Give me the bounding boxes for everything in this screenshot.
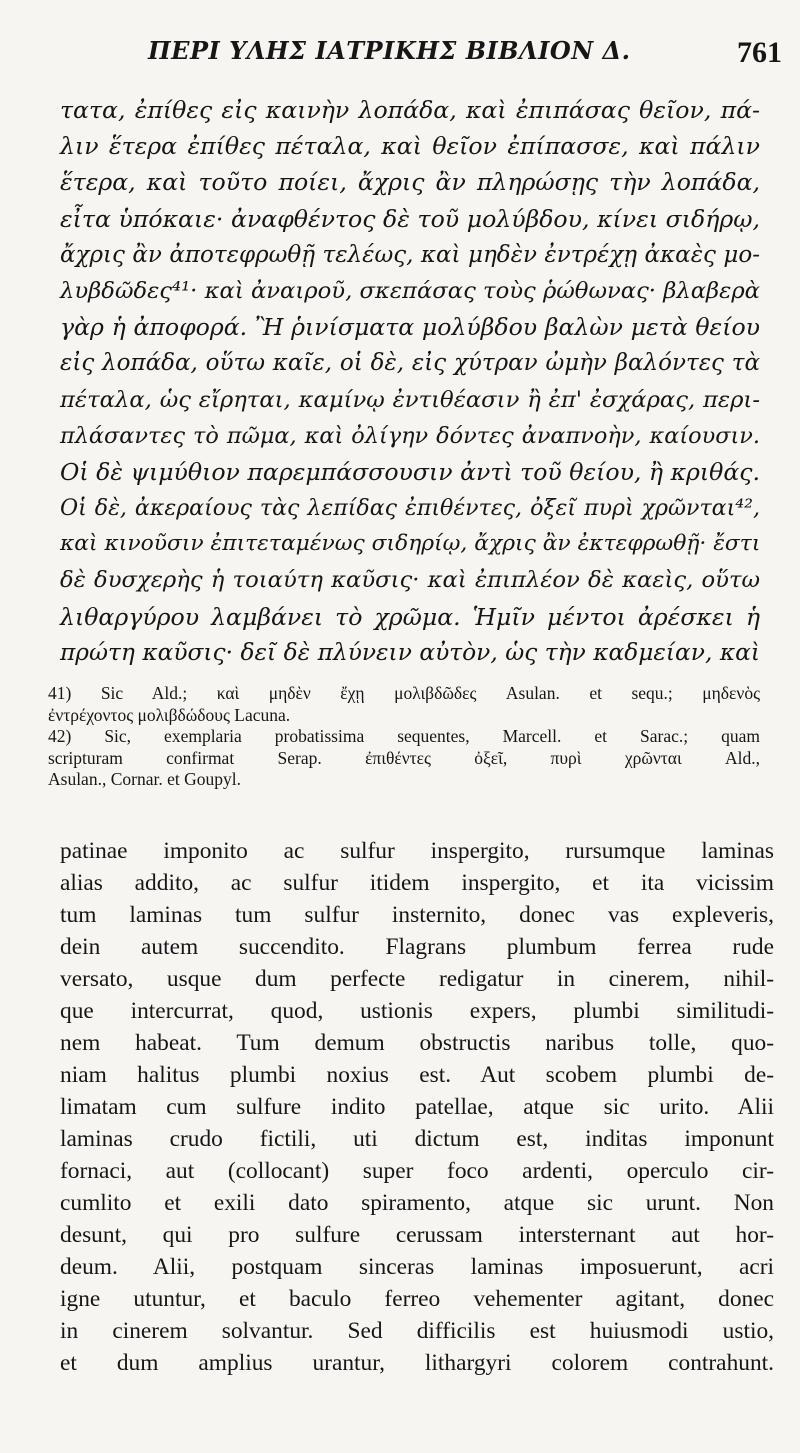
- latin-line: in cinerem solvantur. Sed difficilis est huiusmodi ustio,: [60, 1318, 774, 1344]
- greek-line: εἶτα ὑπόκαιε· ἀναφθέντος δὲ τοῦ μολύβδου, κίνει σιδήρῳ,: [60, 204, 760, 233]
- footnote-41-line: ἐντρέχοντος μολιβδώδους Lacuna.: [48, 704, 291, 725]
- latin-line: igne utuntur, et baculo ferreo vehementer agitant, donec: [60, 1286, 774, 1312]
- latin-line: alias addito, ac sulfur itidem inspergito, et ita vicissim: [60, 870, 774, 896]
- running-head: ΠΕΡΙ ΥΛΗΣ ΙΑΤΡΙΚΗΣ ΒΙΒΛΙΟΝ Δ.: [148, 36, 631, 65]
- latin-line: limatam cum sulfure indito patellae, atque sic urito. Alii: [60, 1094, 774, 1120]
- footnote-42-line: Asulan., Cornar. et Goupyl.: [48, 769, 241, 790]
- footnotes-block: [48, 683, 760, 791]
- greek-line: ἕτερα, καὶ τοῦτο ποίει, ἄχρις ἂν πληρώσῃς τὴν λοπάδα,: [60, 168, 760, 197]
- latin-text-block: [60, 835, 774, 1379]
- greek-line: λυβδῶδες⁴¹· καὶ ἀναιροῦ, σκεπάσας τοὺς ῥώθωνας· βλαβερὰ: [60, 277, 760, 304]
- greek-line: πλάσαντες τὸ πῶμα, καὶ ὀλίγην δόντες ἀναπνοὴν, καίουσιν.: [60, 422, 760, 449]
- greek-line: εἰς λοπάδα, οὕτω καῖε, οἱ δὲ, εἰς χύτραν ὠμὴν βαλόντες τὰ: [60, 350, 760, 377]
- latin-line: cumlito et exili dato spiramento, atque sic urunt. Non: [60, 1190, 774, 1216]
- page-number: 761: [737, 36, 782, 69]
- greek-line: λιθαργύρου λαμβάνει τὸ χρῶμα. Ἡμῖν μέντοι ἀρέσκει ἡ: [60, 602, 760, 631]
- greek-text-block: [60, 92, 760, 671]
- greek-line: ἄχρις ἂν ἀποτεφρωθῇ τελέως, καὶ μηδὲν ἐντρέχῃ ἀκαὲς μο-: [60, 241, 760, 268]
- page-header: [60, 30, 790, 78]
- greek-line: Οἱ δὲ ψιμύθιον παρεμπάσσουσιν ἀντὶ τοῦ θείου, ἢ κριθάς.: [60, 457, 761, 486]
- greek-line: λιν ἕτερα ἐπίθες πέταλα, καὶ θεῖον ἐπίπασσε, καὶ πάλιν: [60, 132, 760, 161]
- greek-line: γὰρ ἡ ἀποφορά. Ἢ ῥινίσματα μολύβδου βαλὼν μετὰ θείου: [60, 313, 760, 342]
- latin-line: laminas crudo fictili, uti dictum est, inditas imponunt: [60, 1126, 774, 1152]
- greek-line: τατα, ἐπίθες εἰς καινὴν λοπάδα, καὶ ἐπιπάσας θεῖον, πά-: [60, 96, 760, 124]
- latin-line: et dum amplius urantur, lithargyri colorem contrahunt.: [60, 1350, 774, 1376]
- latin-line: tum laminas tum sulfur insternito, donec vas expleveris,: [60, 902, 774, 928]
- footnote-42-line: scripturam confirmat Serap. ἐπιθέντες ὀξεῖ, πυρὶ χρῶνται Ald.,: [48, 747, 760, 768]
- footnote-42-line: 42) Sic, exemplaria probatissima sequentes, Marcell. et Sarac.; quam: [48, 726, 760, 747]
- latin-line: dein autem succendito. Flagrans plumbum ferrea rude: [60, 934, 774, 960]
- latin-line: versato, usque dum perfecte redigatur in cinerem, nihil-: [60, 966, 774, 992]
- latin-line: niam halitus plumbi noxius est. Aut scobem plumbi de-: [60, 1062, 774, 1088]
- greek-line: πέταλα, ὡς εἴρηται, καμίνῳ ἐντιθέασιν ἢ ἐπ' ἐσχάρας, περι-: [60, 386, 760, 413]
- greek-line: πρώτη καῦσις· δεῖ δὲ πλύνειν αὐτὸν, ὡς τὴν καδμείαν, καὶ: [60, 638, 760, 666]
- latin-line: que intercurrat, quod, ustionis expers, plumbi similitudi-: [60, 998, 774, 1024]
- latin-line: desunt, qui pro sulfure cerussam intersternant aut hor-: [60, 1222, 774, 1248]
- latin-line: fornaci, aut (collocant) super foco ardenti, operculo cir-: [60, 1158, 774, 1184]
- footnote-41-line: 41) Sic Ald.; καὶ μηδὲν ἔχῃ μολιβδῶδες Asulan. et sequ.; μηδενὸς: [48, 683, 760, 703]
- latin-line: deum. Alii, postquam sinceras laminas imposuerunt, acri: [60, 1254, 774, 1280]
- latin-line: patinae imponito ac sulfur inspergito, rursumque laminas: [60, 838, 774, 864]
- greek-line: Οἱ δὲ, ἀκεραίους τὰς λεπίδας ἐπιθέντες, ὀξεῖ πυρὶ χρῶνται⁴²,: [60, 495, 760, 522]
- latin-line: nem habeat. Tum demum obstructis naribus tolle, quo-: [60, 1030, 774, 1056]
- greek-line: δὲ δυσχερὴς ἡ τοιαύτη καῦσις· καὶ ἐπιπλέον δὲ καεὶς, οὕτω: [60, 567, 760, 594]
- greek-line: καὶ κινοῦσιν ἐπιτεταμένως σιδηρίῳ, ἄχρις ἂν ἐκτεφρωθῇ· ἔστι: [60, 531, 761, 557]
